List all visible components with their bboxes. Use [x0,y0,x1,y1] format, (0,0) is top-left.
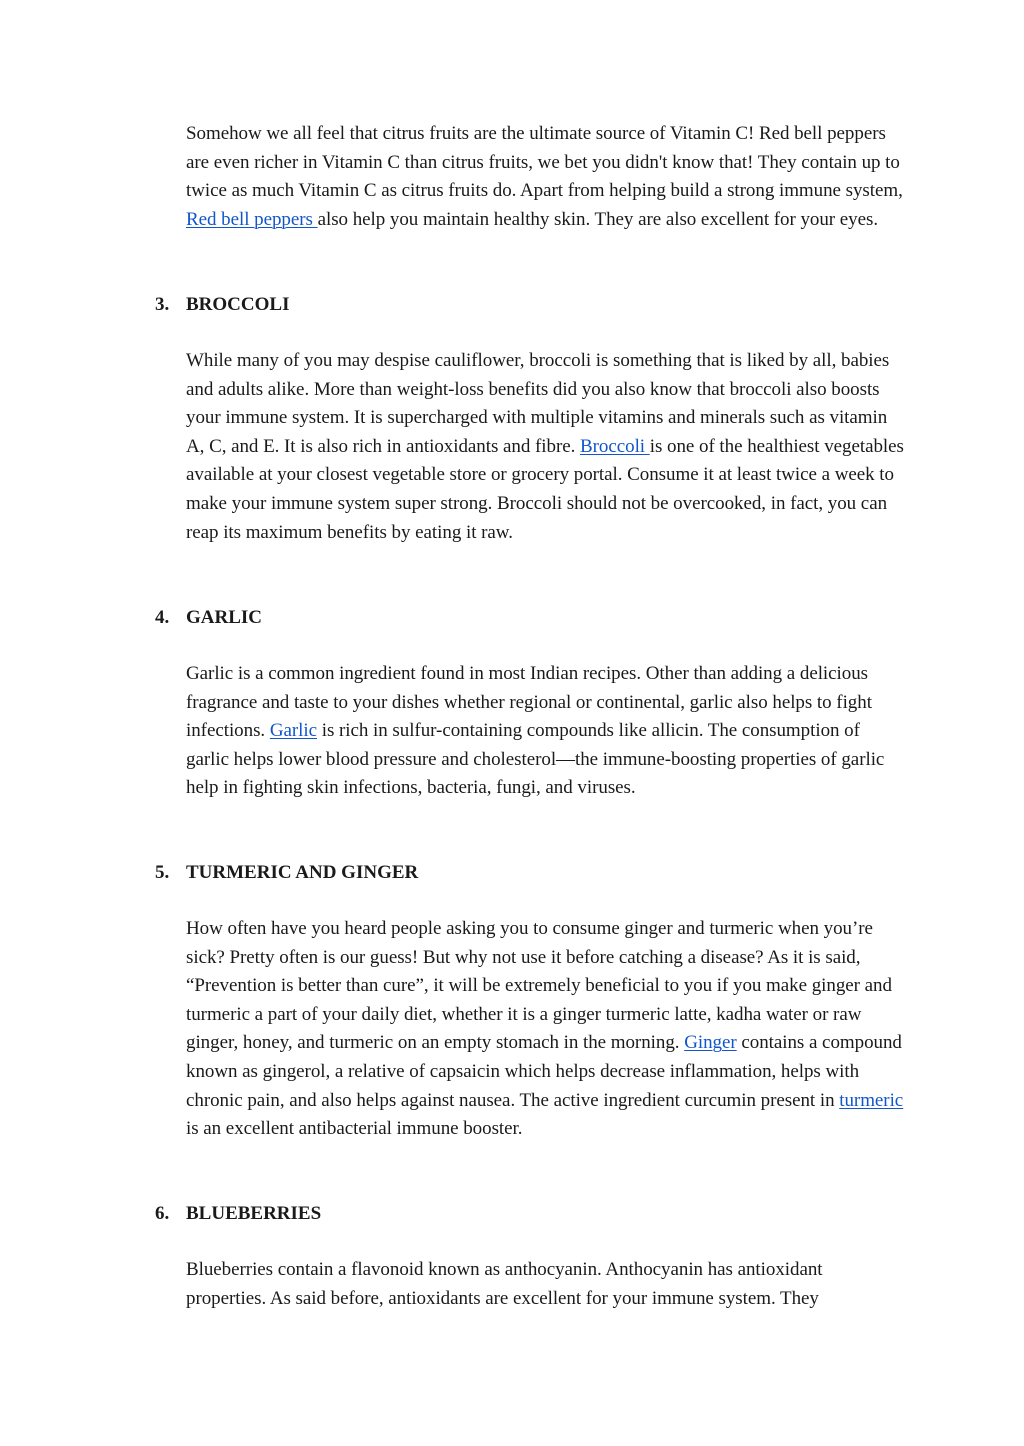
garlic-paragraph [186,660,906,803]
blueberries-text-1: Blueberries contain a flavonoid known as anthocyanin. Anthocyanin has antioxidant properties. As said before, antioxidants are excellent for your immune system. They [186,1259,823,1309]
ginger-link[interactable]: Ginger [684,1032,737,1054]
blueberries-title: BLUEBERRIES [186,1203,322,1224]
broccoli-text-1: While many of you may despise cauliflower, broccoli is something that is liked by all, babies and adults alike. More than weight-loss benefits did you also know that broccoli also boosts your immune system. It is supercharged with multiple vitamins and minerals such as vitamin A, C, and E. It is also rich in antioxidants and fibre. [186,350,890,457]
turmeric-ginger-text-1: How often have you heard people asking you to consume ginger and turmeric when you’re sick? Pretty often is our guess! But why not use it before catching a disease? As it is said, “Prevention is better than cure”, it will be extremely beneficial to you if you make ginger and turmeric a part of your daily diet, whether it is a ginger turmeric latte, kadha water or raw ginger, honey, and turmeric on an empty stomach in the morning. [186,918,892,1054]
blueberries-paragraph [186,1256,906,1313]
garlic-text-2: is rich in sulfur-containing compounds like allicin. The consumption of garlic helps lower blood pressure and cholesterol—the immune-boosting properties of garlic help in fighting skin infections, bacteria, fungi, and viruses. [186,720,885,799]
turmeric-ginger-heading [155,859,418,887]
blueberries-heading [155,1200,321,1228]
red-bell-peppers-link[interactable]: Red bell peppers [186,208,318,230]
intro-paragraph [186,120,906,234]
garlic-title: GARLIC [186,607,263,628]
intro-text-2: also help you maintain healthy skin. They are also excellent for your eyes. [317,208,879,230]
garlic-link[interactable]: Garlic [269,720,318,742]
broccoli-heading [155,291,289,319]
turmeric-ginger-title: TURMERIC AND GINGER [186,862,419,883]
intro-text-1: Somehow we all feel that citrus fruits are the ultimate source of Vitamin C! Red bell peppers are even richer in Vitamin C than citrus fruits, we bet you didn't know that! They contain up to twice as much Vitamin C as citrus fruits do. Apart from helping build a strong immune system, [186,123,903,202]
broccoli-paragraph [186,347,906,547]
turmeric-ginger-text-2: contains a compound known as gingerol, a relative of capsaicin which helps decrease inflammation, helps with chronic pain, and also helps against nausea. The active ingredient curcumin present in [186,1032,902,1111]
turmeric-ginger-paragraph [186,915,906,1144]
garlic-heading [155,604,262,632]
broccoli-text-2: is one of the healthiest vegetables available at your closest vegetable store or grocery portal. Consume it at least twice a week to make your immune system super strong. Broccoli should not be overcooked, in fact, you can reap its maximum benefits by eating it raw. [186,435,904,543]
blueberries-number: 6. [155,1203,170,1224]
turmeric-ginger-number: 5. [155,862,170,883]
garlic-text-1: Garlic is a common ingredient found in most Indian recipes. Other than adding a delicious fragrance and taste to your dishes whether regional or continental, garlic also helps to fight infections. [186,663,872,742]
garlic-number: 4. [155,607,170,628]
broccoli-link[interactable]: Broccoli [580,435,650,457]
turmeric-ginger-text-3: is an excellent antibacterial immune booster. [186,1118,523,1140]
broccoli-number: 3. [155,294,170,315]
turmeric-link[interactable]: turmeric [839,1089,904,1111]
broccoli-title: BROCCOLI [186,294,290,315]
